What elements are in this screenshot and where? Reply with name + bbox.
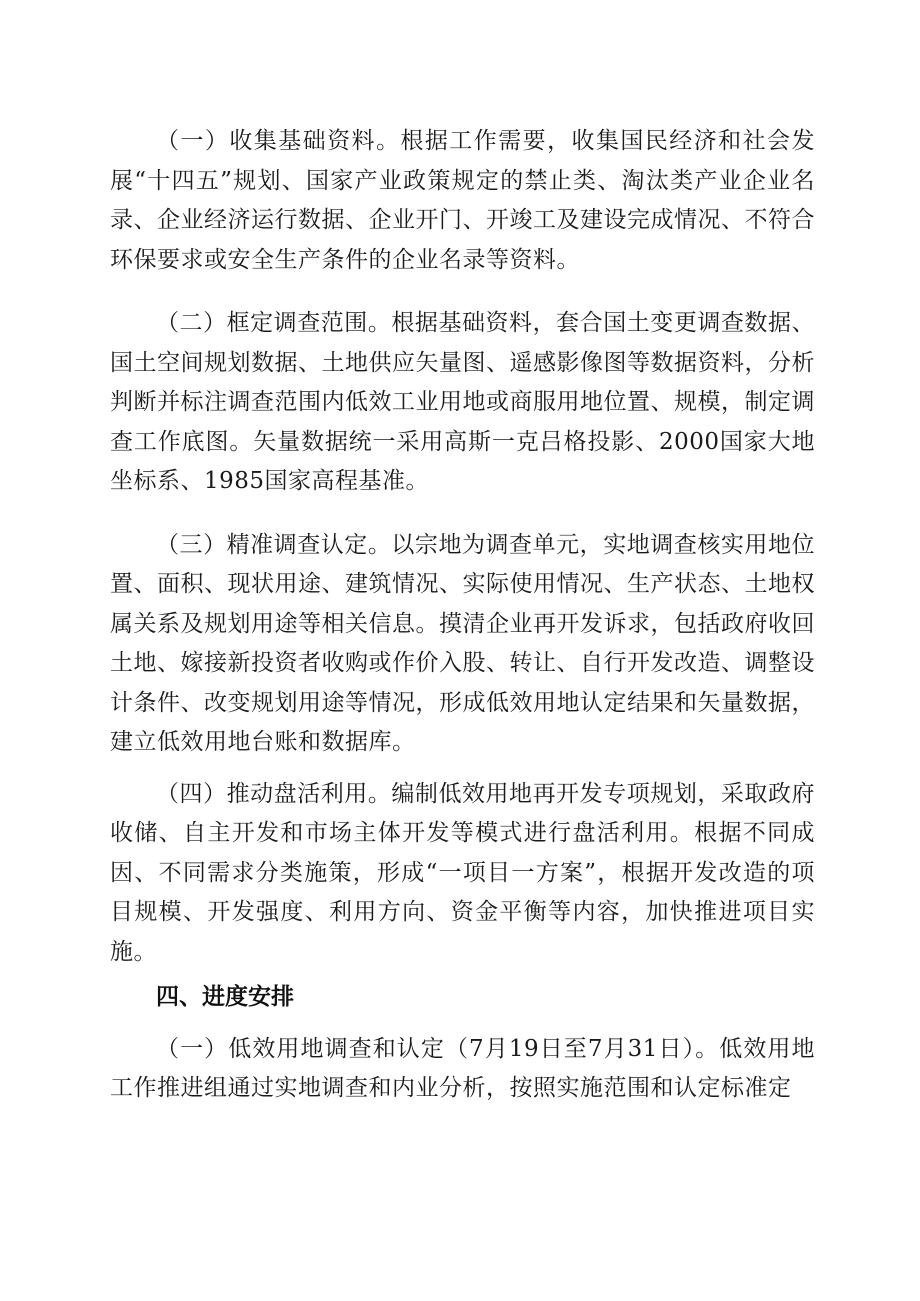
paragraph-collect-materials: （一）收集基础资料。根据工作需要，收集国民经济和社会发展“十四五”规划、国家产业政策规定的禁止类、淘汰类产业企业名录、企业经济运行数据、企业开门、开竣工及建设完成情况、不符合环保要求或安全生产条件的企业名录等资料。 — [110, 128, 815, 273]
document-body — [110, 122, 815, 1109]
paragraph-revitalize-use: （四）推动盘活利用。编制低效用地再开发专项规划，采取政府收储、自主开发和市场主体开发等模式进行盘活利用。根据不同成因、不同需求分类施策，形成“一项目一方案”，根据开发改造的项目规模、开发强度、利用方向、资金平衡等内容，加快推进项目实施。 — [110, 780, 815, 965]
section-heading-schedule: 四、进度安排 — [156, 984, 294, 1010]
paragraph-precise-survey: （三）精准调查认定。以宗地为调查单元，实地调查核实用地位置、面积、现状用途、建筑情况、实际使用情况、生产状态、土地权属关系及规划用途等相关信息。摸清企业再开发诉求，包括政府收回土地、嫁接新投资者收购或作价入股、转让、自行开发改造、调整设计条件、改变规划用途等情况，形成低效用地认定结果和矢量数据，建立低效用地台账和数据库。 — [110, 531, 815, 755]
paragraph-define-scope: （二）框定调查范围。根据基础资料，套合国土变更调查数据、国土空间规划数据、土地供应矢量图、遥感影像图等数据资料，分析判断并标注调查范围内低效工业用地或商服用地位置、规模，制定调查工作底图。矢量数据统一采用高斯一克吕格投影、2000国家大地坐标系、1985国家高程基准。 — [110, 310, 815, 494]
paragraph-schedule-first: （一）低效用地调查和认定（7月19日至7月31日）。低效用地工作推进组通过实地调查和内业分析，按照实施范围和认定标准定 — [110, 1035, 815, 1101]
